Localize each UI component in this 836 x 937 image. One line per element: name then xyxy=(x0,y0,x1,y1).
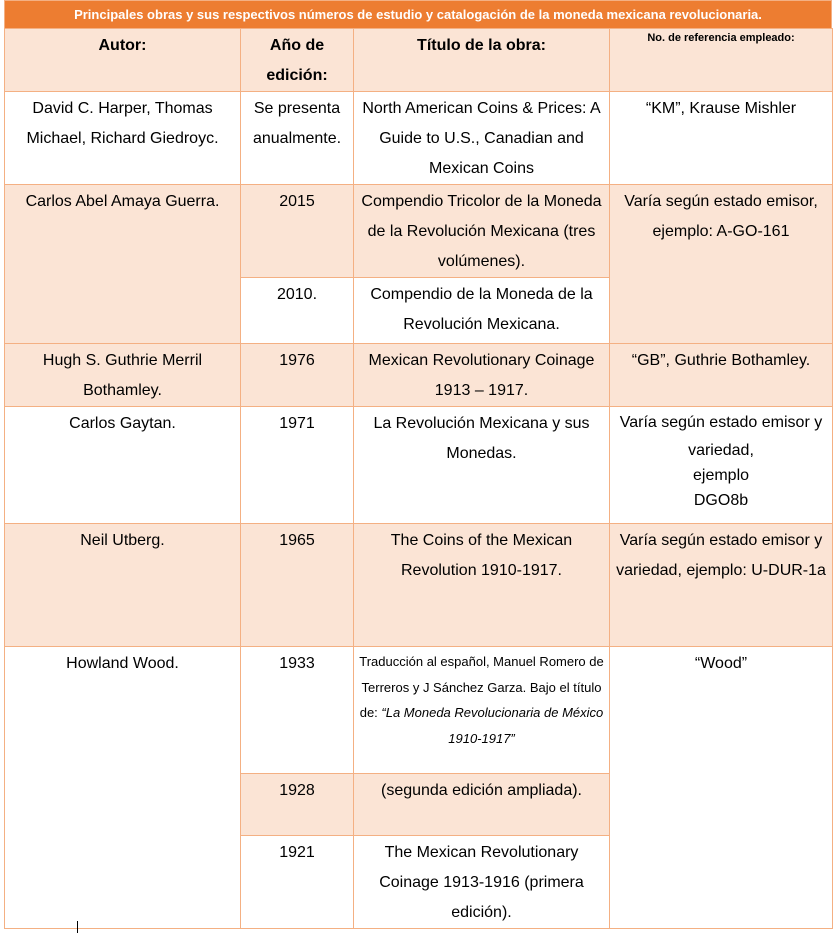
title-cell: North American Coins & Prices: A Guide to U.S., Canadian and Mexican Coins xyxy=(354,92,610,185)
reference-line: ejemplo xyxy=(692,467,750,484)
header-title: Título de la obra: xyxy=(354,29,610,92)
year-cell: 1976 xyxy=(241,344,354,407)
reference-cell: Varía según estado emisor y variedad, ejemplo: U-DUR-1a xyxy=(610,524,833,647)
year-cell: 1933 xyxy=(241,647,354,774)
title-cell: La Revolución Mexicana y sus Monedas. xyxy=(354,407,610,524)
reference-cell: “KM”, Krause Mishler xyxy=(610,92,833,185)
year-cell: Se presenta anualmente. xyxy=(241,92,354,185)
title-italic-text: “La Moneda Revolucionaria de México 1910-1917” xyxy=(381,705,604,746)
table-row xyxy=(5,185,833,278)
header-row xyxy=(5,29,833,92)
author-cell: Neil Utberg. xyxy=(5,524,241,647)
year-cell: 2015 xyxy=(241,185,354,278)
reference-cell xyxy=(610,407,833,524)
table-row xyxy=(5,407,833,524)
table-caption: Principales obras y sus respectivos números de estudio y catalogación de la moneda mexicana revolucionaria. xyxy=(4,0,832,28)
reference-cell: “Wood” xyxy=(610,647,833,929)
title-cell: (segunda edición ampliada). xyxy=(354,774,610,836)
title-cell xyxy=(354,647,610,774)
coin-catalog-table xyxy=(4,28,833,929)
table-row xyxy=(5,92,833,185)
title-cell: Compendio Tricolor de la Moneda de la Revolución Mexicana (tres volúmenes). xyxy=(354,185,610,278)
header-year: Año de edición: xyxy=(241,29,354,92)
author-cell: Howland Wood. xyxy=(5,647,241,929)
year-cell: 1928 xyxy=(241,774,354,836)
author-cell: Carlos Gaytan. xyxy=(5,407,241,524)
document xyxy=(4,0,832,929)
reference-line: Varía según estado emisor y variedad, xyxy=(619,414,823,459)
reference-cell: Varía según estado emisor, ejemplo: A-GO-161 xyxy=(610,185,833,344)
year-cell: 1921 xyxy=(241,836,354,929)
author-cell: Carlos Abel Amaya Guerra. xyxy=(5,185,241,344)
title-cell: The Coins of the Mexican Revolution 1910-1917. xyxy=(354,524,610,647)
title-cell: Compendio de la Moneda de la Revolución Mexicana. xyxy=(354,278,610,344)
title-text: Traducción al español, Manuel Romero de Terreros y J Sánchez Garza. Bajo el título de: xyxy=(359,654,604,720)
reference-line: DGO8b xyxy=(693,492,749,509)
year-cell: 1971 xyxy=(241,407,354,524)
table-row xyxy=(5,524,833,647)
year-cell: 1965 xyxy=(241,524,354,647)
author-cell: Hugh S. Guthrie Merril Bothamley. xyxy=(5,344,241,407)
header-reference: No. de referencia empleado: xyxy=(610,29,833,92)
author-cell: David C. Harper, Thomas Michael, Richard Giedroyc. xyxy=(5,92,241,185)
year-cell: 2010. xyxy=(241,278,354,344)
text-cursor xyxy=(77,921,78,933)
table-row xyxy=(5,647,833,774)
reference-cell: “GB”, Guthrie Bothamley. xyxy=(610,344,833,407)
title-cell: Mexican Revolutionary Coinage 1913 – 1917. xyxy=(354,344,610,407)
title-cell: The Mexican Revolutionary Coinage 1913-1916 (primera edición). xyxy=(354,836,610,929)
header-author: Autor: xyxy=(5,29,241,92)
table-row xyxy=(5,344,833,407)
